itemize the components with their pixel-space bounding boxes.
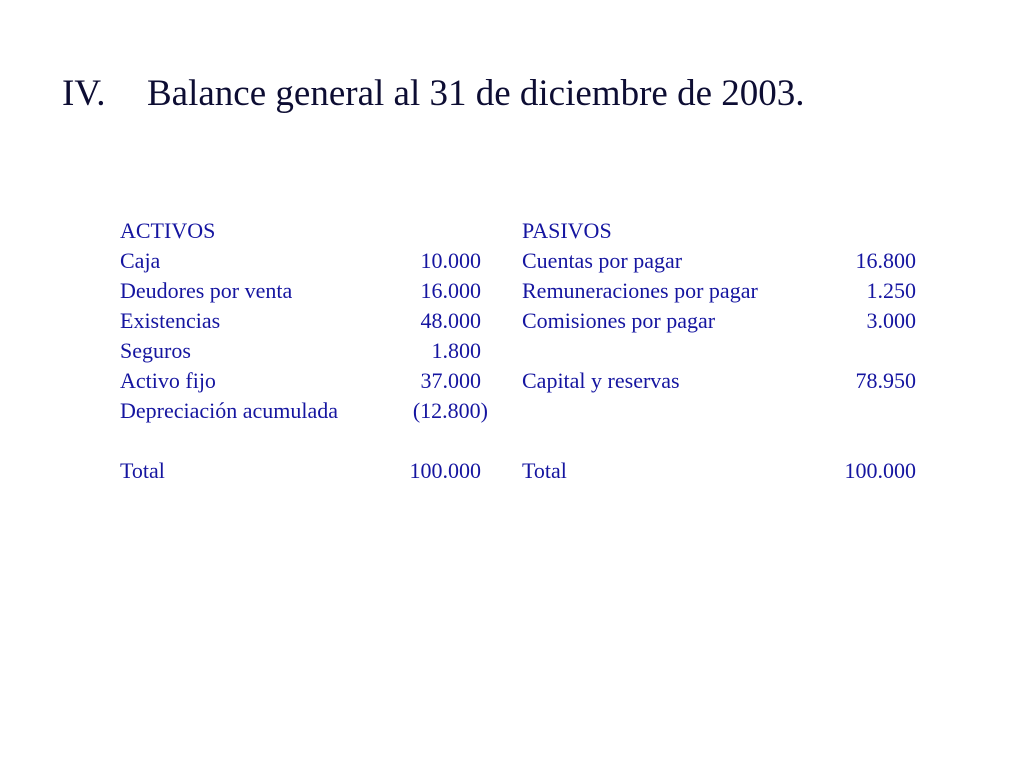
- total-label: Total: [522, 458, 567, 483]
- asset-value: 16.000: [420, 278, 481, 303]
- liability-row-cuentas: [522, 246, 916, 276]
- total-label: Total: [120, 458, 165, 483]
- asset-label: Depreciación acumulada: [120, 398, 339, 423]
- asset-value: 37.000: [420, 368, 481, 393]
- liability-label: Comisiones por pagar: [522, 308, 716, 333]
- asset-label: Activo fijo: [120, 368, 216, 393]
- page-title: Balance general al 31 de diciembre de 2003.: [147, 73, 805, 114]
- liability-label: Cuentas por pagar: [522, 248, 683, 273]
- asset-label: Seguros: [120, 338, 191, 363]
- assets-list: [120, 246, 488, 486]
- asset-value: 10.000: [420, 248, 481, 273]
- liability-label: Remuneraciones por pagar: [522, 278, 758, 303]
- asset-label: Existencias: [120, 308, 221, 333]
- asset-row-caja: [120, 246, 488, 276]
- liability-row-comisiones: [522, 306, 916, 336]
- asset-row-deudores: [120, 276, 488, 306]
- asset-value: 1.800: [431, 338, 481, 363]
- asset-row-seguros: [120, 336, 488, 366]
- total-value: 100.000: [844, 458, 916, 483]
- liability-label: Capital y reservas: [522, 368, 680, 393]
- liabilities-list: [522, 246, 916, 486]
- assets-heading: ACTIVOS: [120, 218, 216, 243]
- spacer-row: [522, 336, 916, 366]
- asset-row-existencias: [120, 306, 488, 336]
- liabilities-column: [522, 216, 916, 486]
- liability-value: 78.950: [855, 368, 916, 393]
- spacer-row: [522, 426, 916, 456]
- spacer-row: [120, 426, 488, 456]
- spacer-row: [522, 396, 916, 426]
- liability-value: 16.800: [855, 248, 916, 273]
- asset-label: Caja: [120, 248, 161, 273]
- liability-row-remuneraciones: [522, 276, 916, 306]
- assets-total-row: [120, 456, 488, 486]
- total-value: 100.000: [409, 458, 481, 483]
- liabilities-total-row: [522, 456, 916, 486]
- liability-value: 3.000: [866, 308, 916, 333]
- asset-value: (12.800): [412, 398, 488, 423]
- liabilities-heading: PASIVOS: [522, 218, 612, 243]
- asset-value: 48.000: [420, 308, 481, 333]
- asset-label: Deudores por venta: [120, 278, 293, 303]
- liability-row-capital: [522, 366, 916, 396]
- asset-row-activo-fijo: [120, 366, 488, 396]
- slide-title: [62, 66, 962, 122]
- asset-row-depreciacion: [120, 396, 488, 426]
- section-number: IV.: [62, 73, 106, 114]
- liability-value: 1.250: [866, 278, 916, 303]
- assets-column: [120, 216, 488, 486]
